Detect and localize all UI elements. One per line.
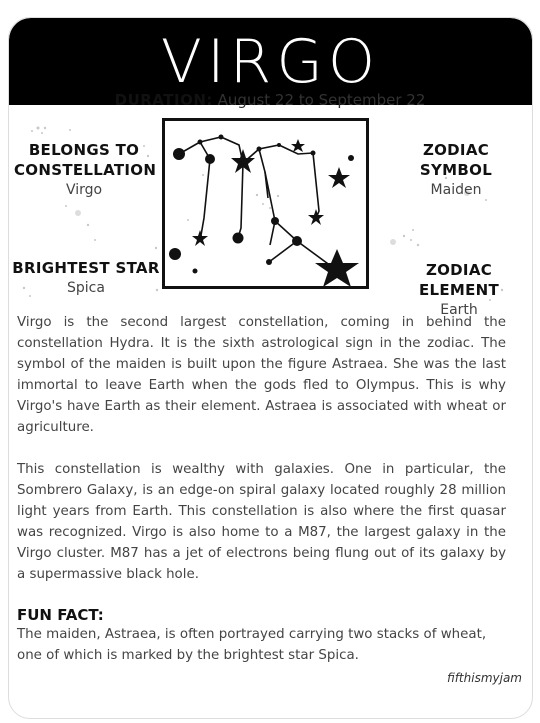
fun-fact-text: The maiden, Astraea, is often portrayed carrying two stacks of wheat, one of which is marked by the brightest star Spica.: [17, 627, 487, 663]
duration-value: August 22 to September 22: [217, 91, 426, 109]
zodiac-element-info: [385, 260, 533, 320]
constellation-info: [14, 140, 157, 200]
constellation-map: [165, 121, 366, 286]
duration-label: DURATION:: [114, 91, 213, 109]
zodiac-symbol-info: [385, 140, 527, 200]
description-paragraph-2: This constellation is wealthy with galaxies. One in particular, the Sombrero Galaxy, is an edge-on spiral galaxy located roughly 28 million light years from Earth. This constellation is also where the first quasar was recognized. Virgo is also home to a M87, the largest galaxy in the Virgo cluster. M87 has a jet of electrons being flung out of its galaxy by a supermassive black hole.: [17, 462, 506, 582]
description-paragraph-1: Virgo is the second largest constellation, coming in behind the constellation Hydra. It is the sixth astrological sign in the zodiac. The symbol of the maiden is built upon the figure Astraea. She was the last immortal to leave Earth when the gods fled to Olympus. This is why Virgo's have Earth as their element. Astraea is associated with wheat or agriculture.: [17, 315, 506, 435]
duration-line: [0, 91, 540, 109]
brightest-star-label: BRIGHTEST STAR: [12, 259, 160, 277]
zodiac-element-value: Earth: [440, 302, 478, 318]
zodiac-element-label: ZODIAC ELEMENT: [418, 261, 500, 299]
page-title: VIRGO: [160, 26, 381, 97]
brightest-star-value: Spica: [67, 280, 105, 296]
zodiac-symbol-label: ZODIAC SYMBOL: [419, 141, 493, 179]
fun-fact-label: FUN FACT:: [17, 606, 104, 624]
brightest-star-info: [12, 258, 160, 298]
zodiac-symbol-value: Maiden: [430, 182, 482, 198]
constellation-label-line2: CONSTELLATION: [14, 161, 157, 179]
star-dot: [173, 148, 185, 160]
author-credit: fifthismyjam: [446, 671, 522, 685]
constellation-value: Virgo: [65, 182, 103, 198]
constellation-label-line1: BELONGS TO: [28, 141, 140, 159]
virgo-constellation-diagram: [162, 118, 369, 289]
